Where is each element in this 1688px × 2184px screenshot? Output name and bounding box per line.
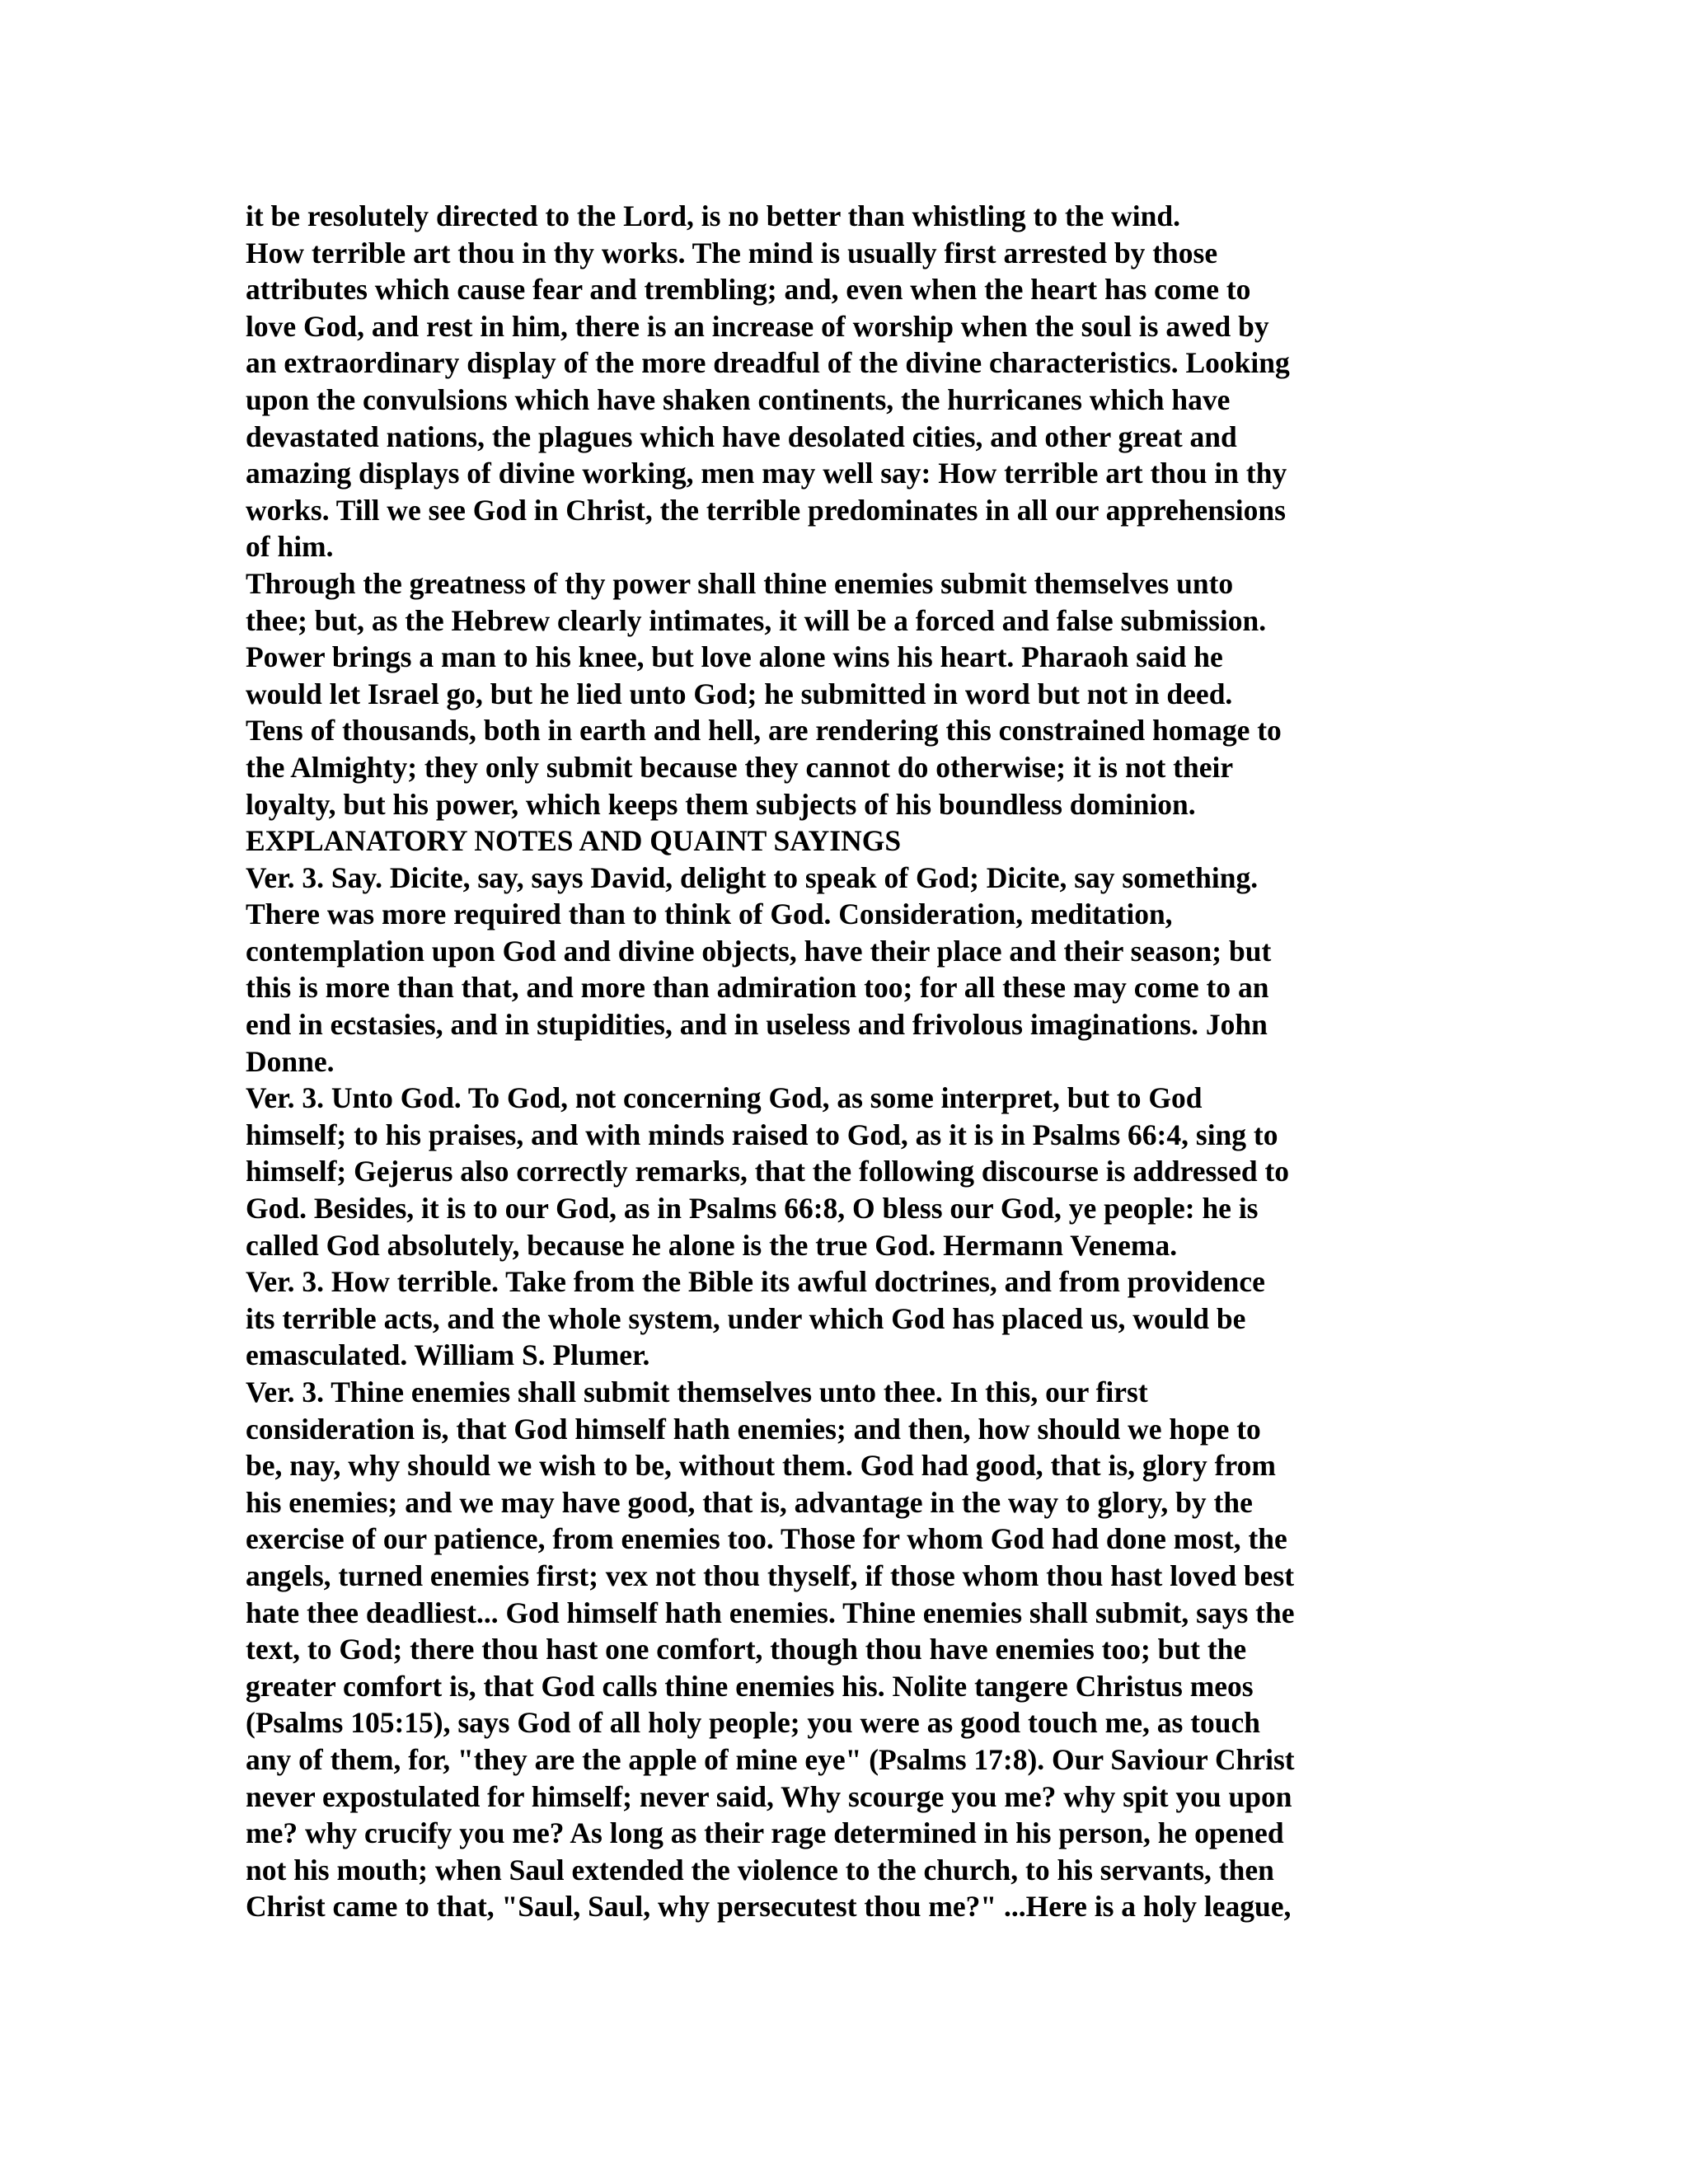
- text-line: Christ came to that, "Saul, Saul, why persecutest thou me?" ...Here is a holy league,: [246, 1890, 1292, 1924]
- text-line: emasculated. William S. Plumer.: [246, 1338, 650, 1372]
- text-line: Ver. 3. Say. Dicite, say, says David, delight to speak of God; Dicite, say something.: [246, 860, 1259, 894]
- text-line: never expostulated for himself; never said, Why scourge you me? why spit you upon: [246, 1779, 1292, 1813]
- text-line: himself; Gejerus also correctly remarks, that the following discourse is addressed to: [246, 1155, 1290, 1188]
- text-line: Tens of thousands, both in earth and hell, are rendering this constrained homage to: [246, 714, 1282, 748]
- text-line: contemplation upon God and divine objects, have their place and their season; but: [246, 934, 1272, 968]
- text-line: (Psalms 105:15), says God of all holy people; you were as good touch me, as touch: [246, 1706, 1261, 1740]
- text-line: Ver. 3. How terrible. Take from the Bible its awful doctrines, and from providence: [246, 1265, 1265, 1299]
- text-line: angels, turned enemies first; vex not thou thyself, if those whom thou hast loved best: [246, 1558, 1295, 1592]
- text-line: amazing displays of divine working, men may well say: How terrible art thou in thy: [246, 457, 1287, 490]
- text-line: be, nay, why should we wish to be, without them. God had good, that is, glory from: [246, 1449, 1276, 1483]
- text-line: called God absolutely, because he alone is the true God. Hermann Venema.: [246, 1228, 1178, 1262]
- text-line: its terrible acts, and the whole system, under which God has placed us, would be: [246, 1301, 1246, 1335]
- text-line: Ver. 3. Thine enemies shall submit themselves unto thee. In this, our first: [246, 1376, 1148, 1408]
- text-line: devastated nations, the plagues which have desolated cities, and other great and: [246, 419, 1237, 453]
- text-line: of him.: [246, 530, 334, 564]
- text-line: exercise of our patience, from enemies too. Those for whom God had done most, the: [246, 1522, 1287, 1556]
- text-line: Donne.: [246, 1044, 335, 1078]
- text-line: me? why crucify you me? As long as their rage determined in his person, he opened: [246, 1816, 1284, 1850]
- text-line: love God, and rest in him, there is an increase of worship when the soul is awed by: [246, 309, 1269, 343]
- text-line: text, to God; there thou hast one comfort, though thou have enemies too; but the: [246, 1633, 1247, 1666]
- text-line: this is more than that, and more than admiration too; for all these may come to an: [246, 971, 1269, 1005]
- text-line: attributes which cause fear and trembling; and, even when the heart has come to: [246, 273, 1251, 307]
- text-line: consideration is, that God himself hath enemies; and then, how should we hope to: [246, 1412, 1261, 1446]
- text-line: greater comfort is, that God calls thine enemies his. Nolite tangere Christus meos: [246, 1669, 1254, 1703]
- text-line: it be resolutely directed to the Lord, is no better than whistling to the wind.: [246, 199, 1181, 232]
- text-line: There was more required than to think of God. Consideration, meditation,: [246, 898, 1173, 931]
- text-line: end in ecstasies, and in stupidities, and in useless and frivolous imaginations. John: [246, 1008, 1268, 1042]
- text-line: his enemies; and we may have good, that is, advantage in the way to glory, by the: [246, 1485, 1253, 1519]
- text-line: hate thee deadliest... God himself hath enemies. Thine enemies shall submit, says the: [246, 1596, 1295, 1629]
- text-line: not his mouth; when Saul extended the violence to the church, to his servants, then: [246, 1853, 1274, 1886]
- text-line: thee; but, as the Hebrew clearly intimates, it will be a forced and false submission.: [246, 603, 1267, 637]
- text-line: loyalty, but his power, which keeps them subjects of his boundless dominion.: [246, 787, 1196, 821]
- text-line: the Almighty; they only submit because they cannot do otherwise; it is not their: [246, 750, 1234, 784]
- body-text: [246, 198, 1449, 1925]
- text-line: any of them, for, "they are the apple of mine eye" (Psalms 17:8). Our Saviour Christ: [246, 1742, 1295, 1776]
- text-line: Through the greatness of thy power shall thine enemies submit themselves unto: [246, 566, 1234, 600]
- text-line: an extraordinary display of the more dreadful of the divine characteristics. Looking: [246, 346, 1290, 380]
- text-line: upon the convulsions which have shaken continents, the hurricanes which have: [246, 382, 1231, 416]
- text-line: How terrible art thou in thy works. The mind is usually first arrested by those: [246, 236, 1218, 269]
- text-line: God. Besides, it is to our God, as in Psalms 66:8, O bless our God, ye people: he is: [246, 1192, 1259, 1226]
- text-line: Power brings a man to his knee, but love alone wins his heart. Pharaoh said he: [246, 640, 1223, 674]
- text-line: Ver. 3. Unto God. To God, not concerning God, as some interpret, but to God: [246, 1081, 1203, 1115]
- text-line: works. Till we see God in Christ, the terrible predominates in all our apprehensions: [246, 493, 1286, 527]
- text-line: would let Israel go, but he lied unto God; he submitted in word but not in deed.: [246, 677, 1233, 710]
- section-heading: EXPLANATORY NOTES AND QUAINT SAYINGS: [246, 824, 902, 858]
- text-line: himself; to his praises, and with minds raised to God, as it is in Psalms 66:4, sing to: [246, 1118, 1278, 1151]
